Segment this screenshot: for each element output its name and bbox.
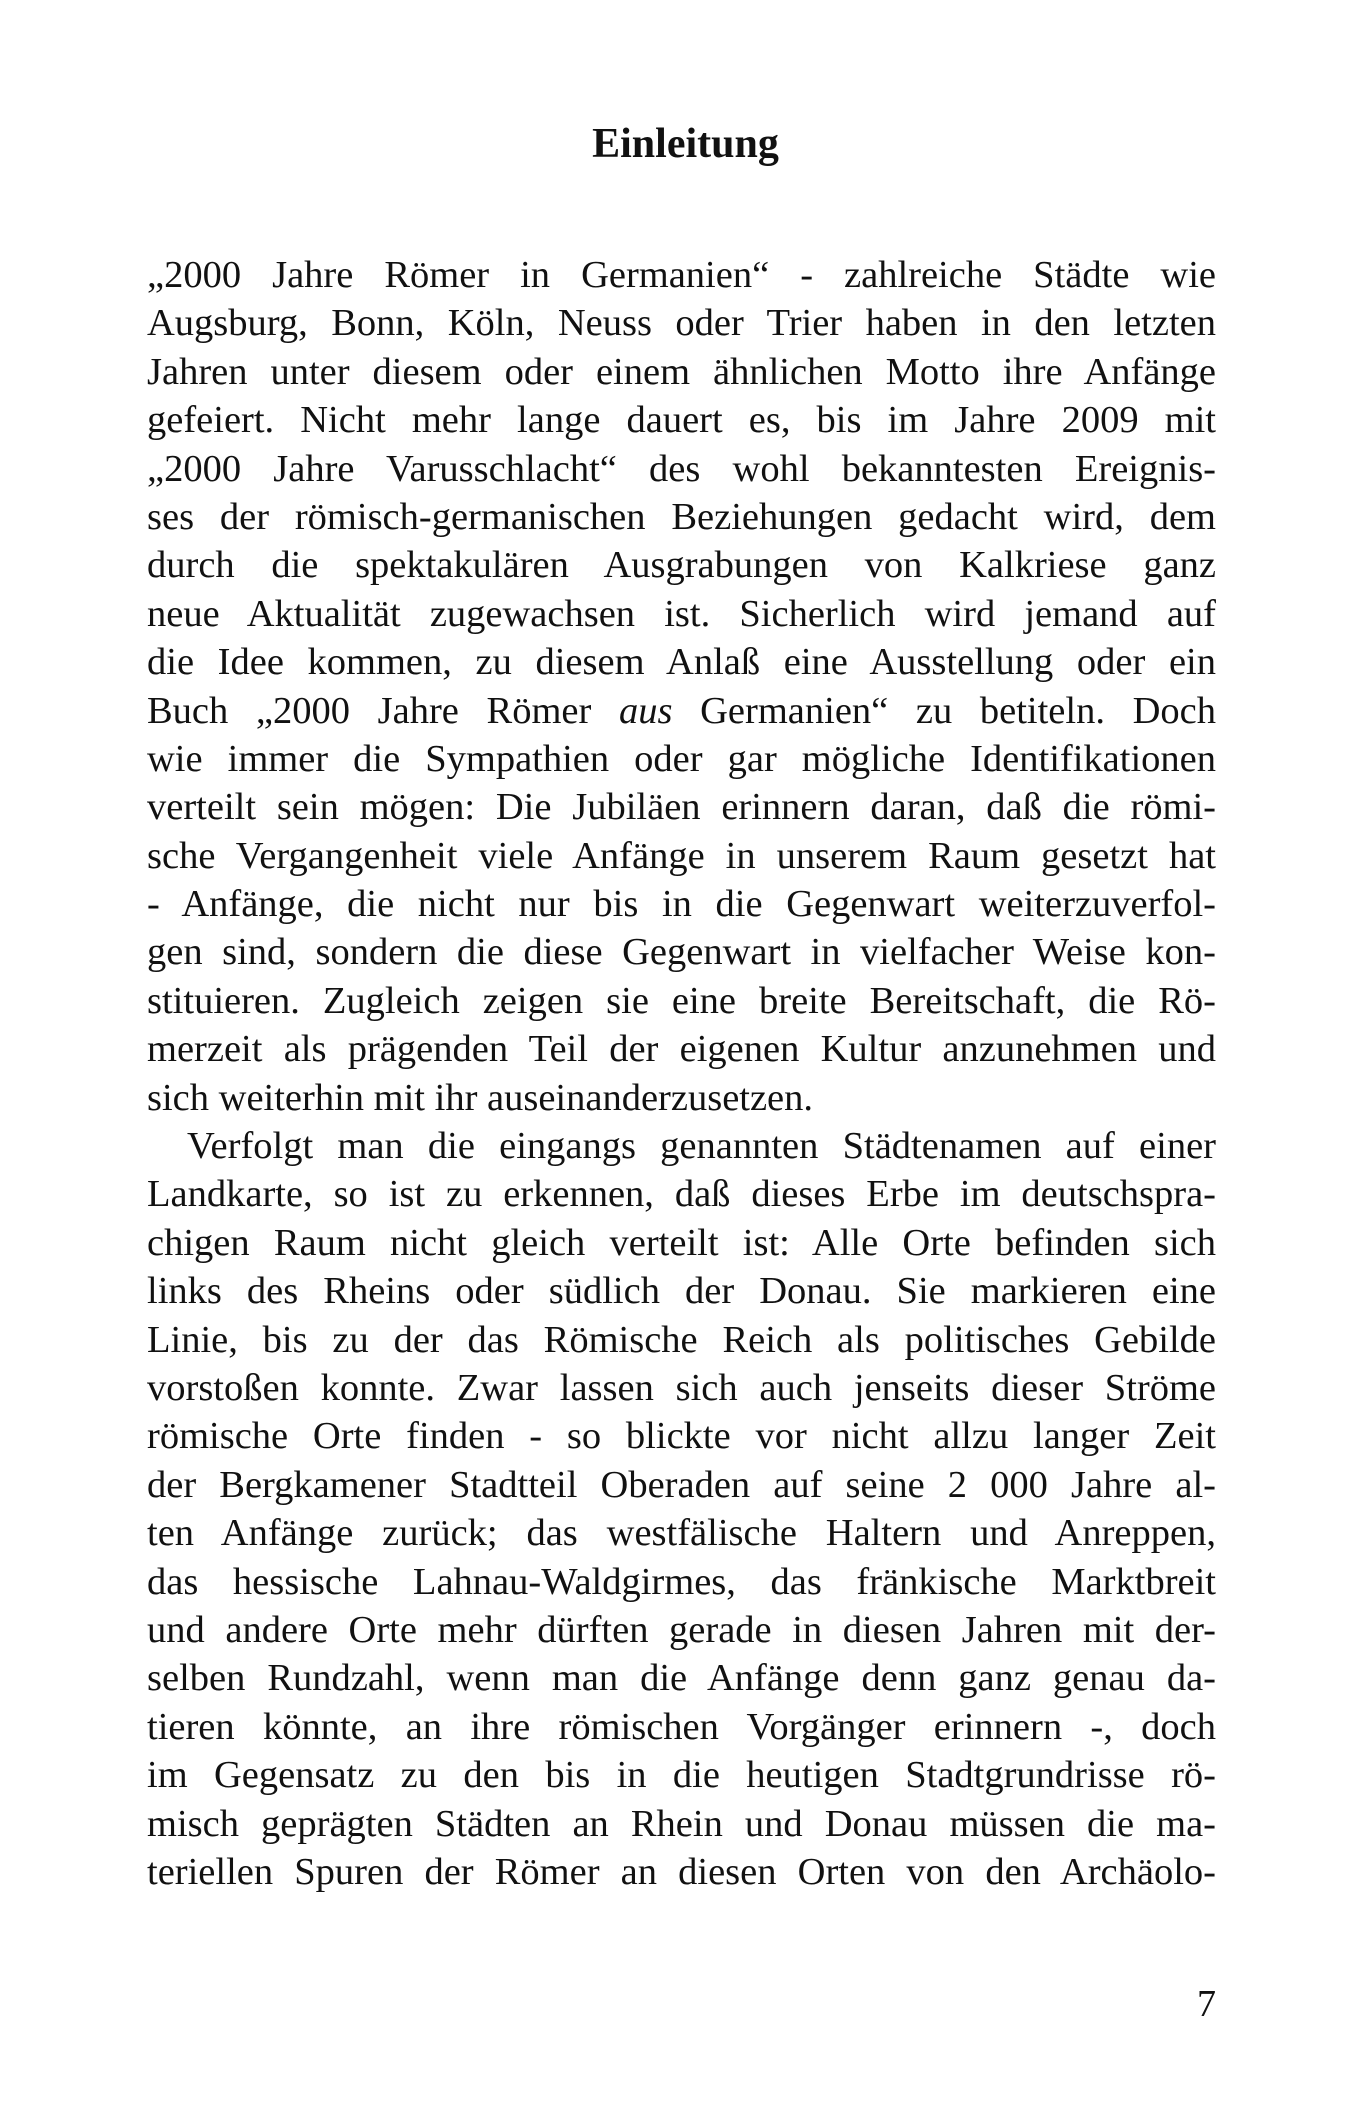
paragraph (147, 1122, 1216, 1896)
text-line (147, 1316, 1216, 1364)
text-line (147, 1170, 1216, 1218)
text-line (147, 977, 1216, 1025)
text-line (147, 1122, 1216, 1170)
text-line (147, 783, 1216, 831)
text-segment: neue Aktualität zugewachsen ist. Sicherlich wird jemand auf (147, 592, 1216, 635)
text-segment: sche Vergangenheit viele Anfänge in unserem Raum gesetzt hat (147, 834, 1216, 877)
text-segment: Verfolgt man die eingangs genannten Städtenamen auf einer (187, 1125, 1216, 1168)
text-segment: selben Rundzahl, wenn man die Anfänge denn ganz genau da- (147, 1657, 1216, 1700)
text-segment: das hessische Lahnau-Waldgirmes, das fränkische Marktbreit (147, 1560, 1216, 1603)
text-line (147, 1461, 1216, 1509)
text-segment: durch die spektakulären Ausgrabungen von Kalkriese ganz (147, 544, 1216, 587)
text-segment: vorstoßen konnte. Zwar lassen sich auch jenseits dieser Ströme (147, 1366, 1216, 1409)
text-line (147, 396, 1216, 444)
text-segment: Landkarte, so ist zu erkennen, daß dieses Erbe im deutschspra- (147, 1173, 1216, 1216)
text-line (147, 1412, 1216, 1460)
text-segment: Jahren unter diesem oder einem ähnlichen Motto ihre Anfänge (147, 350, 1216, 393)
text-segment: merzeit als prägenden Teil der eigenen Kultur anzunehmen und (147, 1028, 1216, 1071)
text-line (147, 832, 1216, 880)
text-segment: links des Rheins oder südlich der Donau. Sie markieren eine (147, 1270, 1216, 1313)
text-line (147, 1848, 1216, 1896)
text-line (147, 590, 1216, 638)
text-line (147, 299, 1216, 347)
text-segment: Linie, bis zu der das Römische Reich als politisches Gebilde (147, 1318, 1216, 1361)
text-segment: „2000 Jahre Römer in Germanien“ - zahlreiche Städte wie (147, 254, 1216, 296)
text-line (147, 1800, 1216, 1848)
text-segment: gefeiert. Nicht mehr lange dauert es, bis im Jahre 2009 mit (147, 399, 1216, 442)
text-segment: stituieren. Zugleich zeigen sie eine breite Bereitschaft, die Rö- (147, 979, 1216, 1022)
text-segment: „2000 Jahre Varusschlacht“ des wohl bekanntesten Ereignis- (147, 447, 1216, 490)
text-line (147, 541, 1216, 589)
text-segment: - Anfänge, die nicht nur bis in die Gegenwart weiterzuverfol- (147, 883, 1216, 926)
text-line (147, 445, 1216, 493)
page-number: 7 (1197, 1983, 1216, 2025)
text-segment: römische Orte finden - so blickte vor nicht allzu langer Zeit (147, 1415, 1216, 1458)
text-line (147, 493, 1216, 541)
body-text (147, 251, 1216, 1896)
text-line (147, 1703, 1216, 1751)
text-segment: und andere Orte mehr dürften gerade in diesen Jahren mit der- (147, 1608, 1216, 1651)
text-segment: Germanien“ zu betiteln. Doch (672, 689, 1217, 732)
emphasis-text: aus (618, 689, 673, 732)
text-line (147, 1606, 1216, 1654)
text-segment: chigen Raum nicht gleich verteilt ist: Alle Orte befinden sich (147, 1221, 1216, 1264)
text-segment: Augsburg, Bonn, Köln, Neuss oder Trier haben in den letzten (147, 302, 1216, 345)
text-line (147, 928, 1216, 976)
text-line (147, 1074, 1216, 1122)
text-line (147, 1364, 1216, 1412)
text-line (147, 687, 1216, 735)
text-line (147, 251, 1216, 299)
text-line (147, 880, 1216, 928)
text-segment: ses der römisch-germanischen Beziehungen gedacht wird, dem (147, 495, 1216, 538)
text-line (147, 1558, 1216, 1606)
text-segment: gen sind, sondern die diese Gegenwart in vielfacher Weise kon- (147, 931, 1216, 974)
text-segment: Buch „2000 Jahre Römer (147, 689, 619, 732)
text-segment: verteilt sein mögen: Die Jubiläen erinnern daran, daß die römi- (147, 786, 1216, 829)
text-segment: teriellen Spuren der Römer an diesen Orten von den Archäolo- (147, 1850, 1216, 1893)
text-line (147, 348, 1216, 396)
text-segment: wie immer die Sympathien oder gar mögliche Identifikationen (147, 737, 1216, 780)
text-segment: der Bergkamener Stadtteil Oberaden auf seine 2 000 Jahre al- (147, 1463, 1216, 1506)
text-line (147, 1025, 1216, 1073)
text-segment: tieren könnte, an ihre römischen Vorgänger erinnern -, doch (147, 1705, 1216, 1748)
text-line (147, 638, 1216, 686)
text-segment: ten Anfänge zurück; das westfälische Haltern und Anreppen, (147, 1512, 1216, 1555)
text-line (147, 1219, 1216, 1267)
paragraph (147, 251, 1216, 1122)
text-segment: sich weiterhin mit ihr auseinanderzusetzen. (147, 1076, 814, 1119)
text-line (147, 1509, 1216, 1557)
text-line (147, 735, 1216, 783)
chapter-title: Einleitung (592, 121, 779, 167)
text-line (147, 1267, 1216, 1315)
text-line (147, 1654, 1216, 1702)
text-segment: im Gegensatz zu den bis in die heutigen Stadtgrundrisse rö- (147, 1754, 1216, 1797)
text-line (147, 1751, 1216, 1799)
text-segment: die Idee kommen, zu diesem Anlaß eine Ausstellung oder ein (147, 641, 1216, 684)
text-segment: misch geprägten Städten an Rhein und Donau müssen die ma- (147, 1802, 1216, 1845)
